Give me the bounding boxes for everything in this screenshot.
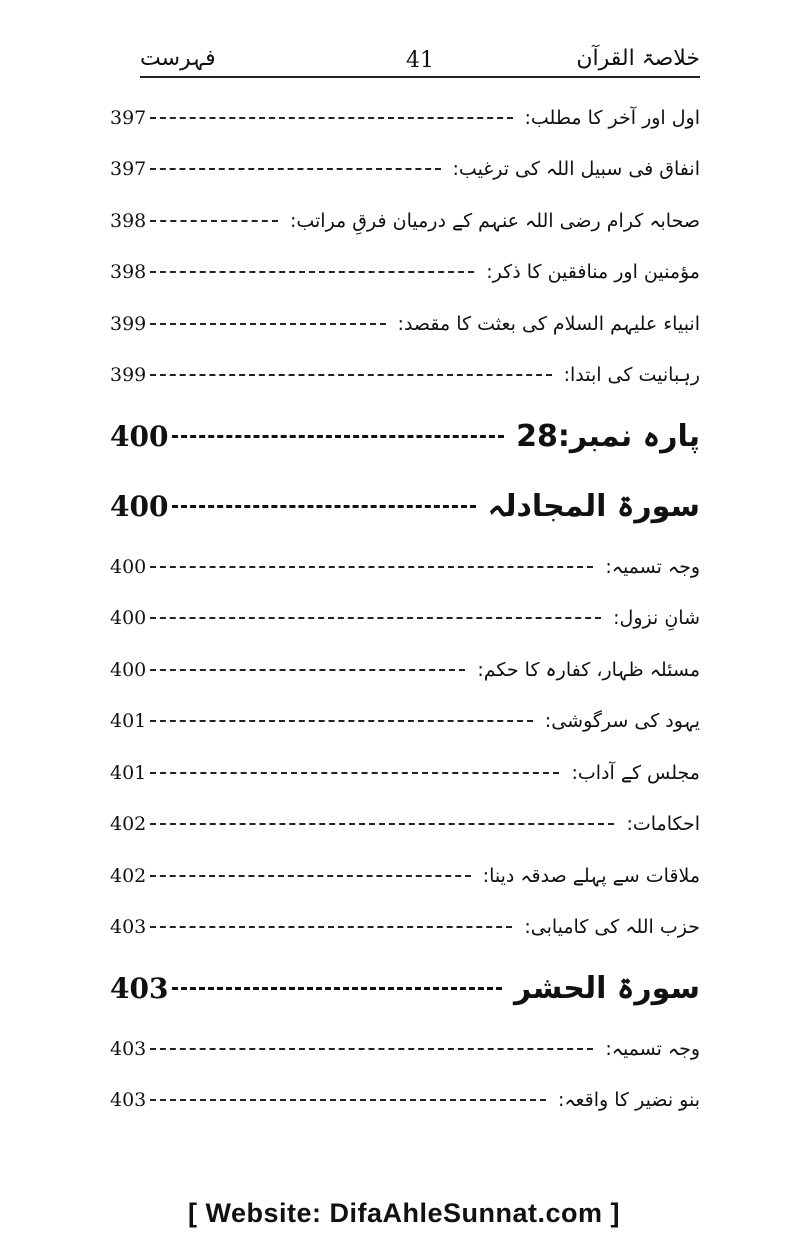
toc-row [110,144,700,196]
toc-entry-title: ملاقات سے پہلے صدقہ دینا: [482,864,700,887]
dotted-leader [150,271,474,273]
dotted-leader [172,987,502,990]
toc-page-number: 402 [110,864,147,887]
toc-page-number: 400 [110,555,147,578]
toc-page-number: 402 [110,813,147,836]
toc-page-number: 400 [110,419,169,453]
toc-row [110,747,700,799]
toc-row [110,92,700,144]
toc-row [110,195,700,247]
toc-entry-title: وجہ تسمیہ: [605,555,700,578]
toc-page-number: 399 [110,312,147,335]
toc-page-number: 403 [110,1037,147,1060]
toc-row [110,799,700,851]
toc-row [110,850,700,902]
dotted-leader [150,117,512,119]
toc-entry-title: رہبانیت کی ابتدا: [563,364,700,387]
dotted-leader [150,220,278,222]
section-title: فہرست [140,46,216,71]
toc-page-number: 401 [110,710,147,733]
toc-row [110,696,700,748]
toc-page-number: 397 [110,158,147,181]
dotted-leader [172,505,475,508]
dotted-leader [150,617,601,619]
dotted-leader [150,875,470,877]
toc-entry-title: مجلس کے آداب: [571,761,700,784]
toc-entry-title: یہود کی سرگوشی: [544,710,700,733]
toc-page-number: 403 [110,916,147,939]
toc-row [110,644,700,696]
toc-entry-title: شانِ نزول: [613,607,700,630]
toc-entry-title: وجہ تسمیہ: [605,1037,700,1060]
dotted-leader [150,720,533,722]
dotted-leader [150,823,614,825]
toc-entry-title: اول اور آخر کا مطلب: [524,106,700,129]
dotted-leader [150,374,551,376]
toc-entry-title: احکامات: [626,813,700,836]
toc-row [110,247,700,299]
toc-page-number: 398 [110,209,147,232]
toc-entry-title: بنو نضیر کا واقعہ: [557,1089,700,1112]
page-header [140,42,700,78]
page-number: 41 [406,48,434,73]
dotted-leader [150,168,440,170]
toc-heading-row [110,953,700,1023]
toc-entry-title: حزب اللہ کی کامیابی: [524,916,700,939]
toc-entry-title: صحابہ کرام رضی اللہ عنہم کے درمیان فرقِ مراتب: [289,209,700,232]
dotted-leader [150,566,593,568]
toc-row [110,541,700,593]
toc-page-number: 399 [110,364,147,387]
toc-entry-title: سورۃ المجادلہ [487,488,700,524]
toc-page-number: 400 [110,489,169,523]
toc-row [110,1075,700,1127]
dotted-leader [150,926,512,928]
toc-row [110,593,700,645]
toc-page-number: 403 [110,971,169,1005]
dotted-leader [150,1048,593,1050]
toc-entry-title: مؤمنین اور منافقین کا ذکر: [486,261,700,284]
toc-heading-row [110,401,700,471]
website-footer: [ Website: DifaAhleSunnat.com ] [187,1198,621,1228]
dotted-leader [172,435,504,438]
dotted-leader [150,1099,546,1101]
toc-heading-row [110,471,700,541]
toc-row [110,298,700,350]
toc-entry-title: سورۃ الحشر [514,970,700,1006]
toc-page-number: 398 [110,261,147,284]
table-of-contents [110,92,700,1126]
toc-row [110,902,700,954]
toc-page-number: 403 [110,1089,147,1112]
toc-page-number: 397 [110,106,147,129]
toc-page-number: 401 [110,761,147,784]
toc-entry-title: انبیاء علیہم السلام کی بعثت کا مقصد: [397,312,700,335]
toc-row [110,1023,700,1075]
toc-entry-title: مسئلہ ظہار، کفارہ کا حکم: [477,658,700,681]
dotted-leader [150,669,465,671]
toc-entry-title: پارہ نمبر:28 [516,418,700,454]
toc-row [110,350,700,402]
toc-page-number: 400 [110,607,147,630]
toc-entry-title: انفاق فی سبیل اللہ کی ترغیب: [452,158,700,181]
dotted-leader [150,772,559,774]
dotted-leader [150,323,385,325]
book-title: خلاصۃ القرآن [576,46,700,71]
toc-page-number: 400 [110,658,147,681]
